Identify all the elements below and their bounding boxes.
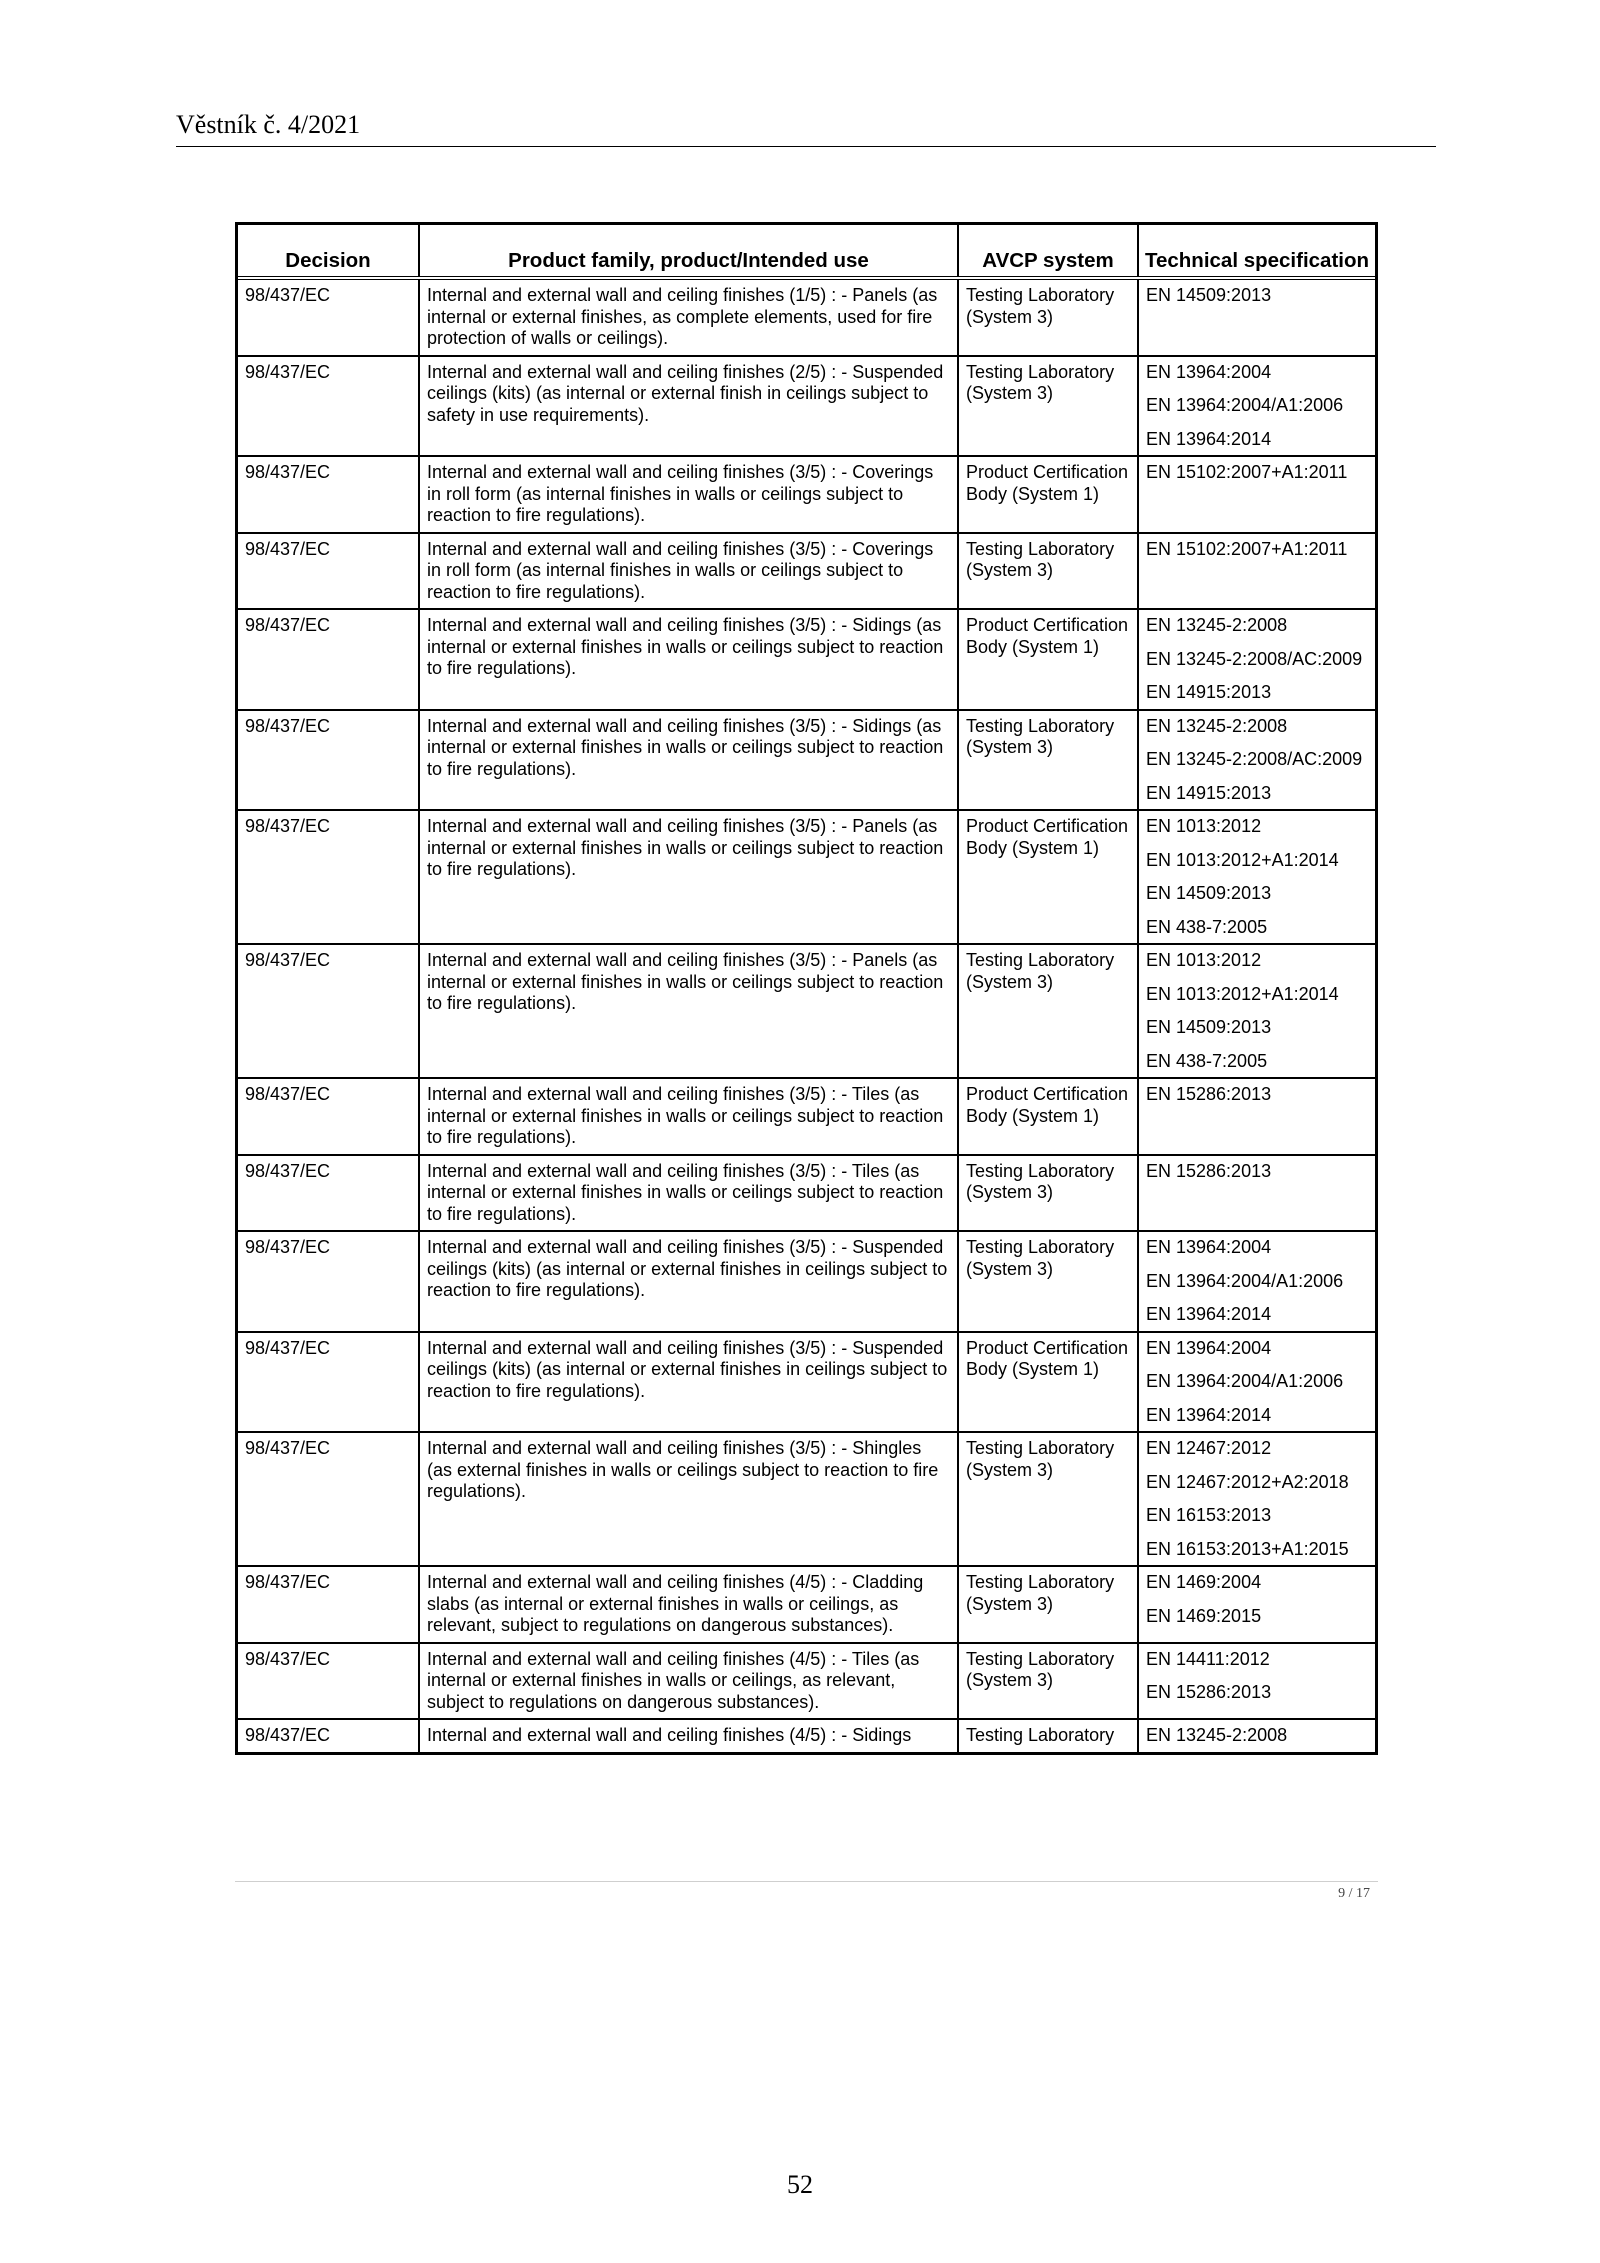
- avcp-cell: Product Certification Body (System 1): [958, 810, 1138, 944]
- product-cell: Internal and external wall and ceiling finishes (1/5) : - Panels (as internal or external finishes, as complete elements, used for fire protection of walls or ceilings).: [419, 278, 958, 356]
- table-row: [238, 1155, 1375, 1232]
- specification-entry: EN 15286:2013: [1146, 1084, 1272, 1104]
- specification-entry: EN 1013:2012: [1146, 950, 1262, 970]
- specification-cell: [1138, 1643, 1375, 1720]
- specification-entry: EN 13964:2014: [1146, 1304, 1272, 1324]
- avcp-cell: Testing Laboratory (System 3): [958, 1432, 1138, 1566]
- specification-entry: EN 13964:2004/A1:2006: [1146, 395, 1344, 415]
- specification-cell: [1138, 1719, 1375, 1752]
- specification-cell: [1138, 533, 1375, 610]
- decision-cell: 98/437/EC: [238, 609, 419, 710]
- product-cell: Internal and external wall and ceiling finishes (3/5) : - Tiles (as internal or external finishes in walls or ceilings subject to reaction to fire regulations).: [419, 1155, 958, 1232]
- specification-cell: [1138, 1566, 1375, 1643]
- decision-cell: 98/437/EC: [238, 278, 419, 356]
- product-cell: Internal and external wall and ceiling finishes (3/5) : - Coverings in roll form (as internal finishes in walls or ceilings subject to reaction to fire regulations).: [419, 533, 958, 610]
- product-cell: Internal and external wall and ceiling finishes (3/5) : - Sidings (as internal or external finishes in walls or ceilings subject to reaction to fire regulations).: [419, 609, 958, 710]
- specification-entry: EN 13245-2:2008: [1146, 715, 1288, 736]
- specification-entry: EN 13964:2004: [1146, 1237, 1272, 1257]
- product-cell: Internal and external wall and ceiling finishes (2/5) : - Suspended ceilings (kits) (as internal or external finish in ceilings subject to safety in use requirements).: [419, 356, 958, 457]
- page-ratio: 9 / 17: [1338, 1886, 1370, 1901]
- specification-entry: EN 13964:2014: [1146, 428, 1272, 449]
- specification-cell: [1138, 1155, 1375, 1232]
- avcp-cell: Product Certification Body (System 1): [958, 456, 1138, 533]
- table-row: [238, 710, 1375, 811]
- specification-entry: EN 14509:2013: [1146, 883, 1272, 903]
- product-cell: Internal and external wall and ceiling finishes (4/5) : - Cladding slabs (as internal or external finishes in walls or ceilings, as relevant, subject to regulations on dangerous substances).: [419, 1566, 958, 1643]
- running-header: Věstník č. 4/2021: [176, 110, 361, 139]
- specification-cell: [1138, 944, 1375, 1078]
- specification-entry: EN 1013:2012+A1:2014: [1146, 983, 1339, 1004]
- decision-cell: 98/437/EC: [238, 1078, 419, 1155]
- avcp-cell: Testing Laboratory (System 3): [958, 1155, 1138, 1232]
- avcp-cell: Testing Laboratory (System 3): [958, 1566, 1138, 1643]
- specification-entry: EN 1013:2012: [1146, 816, 1262, 836]
- column-header-avcp: AVCP system: [958, 225, 1138, 278]
- column-header-product: Product family, product/Intended use: [419, 225, 958, 278]
- avcp-cell: Testing Laboratory (System 3): [958, 944, 1138, 1078]
- specification-entry: EN 14509:2013: [1146, 1017, 1272, 1037]
- decision-cell: 98/437/EC: [238, 810, 419, 944]
- product-cell: Internal and external wall and ceiling finishes (3/5) : - Panels (as internal or external finishes in walls or ceilings subject to reaction to fire regulations).: [419, 944, 958, 1078]
- specification-cell: [1138, 710, 1375, 811]
- decision-cell: 98/437/EC: [238, 710, 419, 811]
- decision-cell: 98/437/EC: [238, 1432, 419, 1566]
- product-cell: Internal and external wall and ceiling finishes (3/5) : - Suspended ceilings (kits) (as internal or external finishes in ceilings subject to reaction to fire regulations).: [419, 1332, 958, 1433]
- specification-cell: [1138, 609, 1375, 710]
- specification-cell: [1138, 1078, 1375, 1155]
- specification-entry: EN 13964:2004/A1:2006: [1146, 1270, 1344, 1291]
- avcp-cell: Product Certification Body (System 1): [958, 1078, 1138, 1155]
- specification-entry: EN 12467:2012: [1146, 1438, 1272, 1458]
- table-body: [238, 278, 1375, 1752]
- specification-entry: EN 13245-2:2008/AC:2009: [1146, 749, 1363, 769]
- table-row: [238, 609, 1375, 710]
- specification-entry: EN 1469:2004: [1146, 1572, 1262, 1592]
- table-row: [238, 456, 1375, 533]
- product-cell: Internal and external wall and ceiling finishes (3/5) : - Coverings in roll form (as internal finishes in walls or ceilings subject to reaction to fire regulations).: [419, 456, 958, 533]
- specification-cell: [1138, 356, 1375, 457]
- table-row: [238, 533, 1375, 610]
- specification-entry: EN 13964:2004: [1146, 361, 1272, 382]
- table-header-row: [238, 225, 1375, 278]
- specification-entry: EN 14915:2013: [1146, 782, 1272, 803]
- table-row: [238, 278, 1375, 356]
- table-row: [238, 1432, 1375, 1566]
- specification-entry: EN 438-7:2005: [1146, 916, 1268, 937]
- specifications-table: [238, 225, 1375, 1752]
- product-cell: Internal and external wall and ceiling finishes (4/5) : - Sidings: [419, 1719, 958, 1752]
- product-cell: Internal and external wall and ceiling finishes (3/5) : - Suspended ceilings (kits) (as internal or external finishes in ceilings subject to reaction to fire regulations).: [419, 1231, 958, 1332]
- avcp-cell: Testing Laboratory (System 3): [958, 710, 1138, 811]
- table-row: [238, 1643, 1375, 1720]
- avcp-cell: Product Certification Body (System 1): [958, 1332, 1138, 1433]
- specification-cell: [1138, 1432, 1375, 1566]
- decision-cell: 98/437/EC: [238, 1566, 419, 1643]
- specification-entry: EN 14509:2013: [1146, 285, 1272, 305]
- avcp-cell: Product Certification Body (System 1): [958, 609, 1138, 710]
- specification-entry: EN 13964:2004/A1:2006: [1146, 1371, 1344, 1391]
- table-row: [238, 810, 1375, 944]
- specification-entry: EN 13964:2004: [1146, 1337, 1272, 1358]
- specification-entry: EN 14411:2012: [1146, 1648, 1270, 1669]
- product-cell: Internal and external wall and ceiling finishes (3/5) : - Tiles (as internal or external finishes in walls or ceilings subject to reaction to fire regulations).: [419, 1078, 958, 1155]
- specification-entry: EN 1469:2015: [1146, 1605, 1262, 1626]
- avcp-cell: Testing Laboratory (System 3): [958, 1231, 1138, 1332]
- table-row: [238, 1332, 1375, 1433]
- table-row: [238, 356, 1375, 457]
- page-number: 52: [787, 2170, 813, 2199]
- specification-entry: EN 12467:2012+A2:2018: [1146, 1471, 1349, 1492]
- avcp-cell: Testing Laboratory (System 3): [958, 533, 1138, 610]
- decision-cell: 98/437/EC: [238, 1155, 419, 1232]
- table-row: [238, 1078, 1375, 1155]
- table-row: [238, 1566, 1375, 1643]
- footer-rule: [235, 1881, 1378, 1882]
- product-cell: Internal and external wall and ceiling finishes (3/5) : - Sidings (as internal or external finishes in walls or ceilings subject to reaction to fire regulations).: [419, 710, 958, 811]
- specification-entry: EN 15102:2007+A1:2011: [1146, 538, 1348, 559]
- specification-cell: [1138, 456, 1375, 533]
- product-cell: Internal and external wall and ceiling finishes (3/5) : - Panels (as internal or external finishes in walls or ceilings subject to reaction to fire regulations).: [419, 810, 958, 944]
- specifications-table-frame: [235, 222, 1378, 1755]
- specification-entry: EN 438-7:2005: [1146, 1050, 1268, 1071]
- specification-entry: EN 13245-2:2008: [1146, 1725, 1288, 1745]
- specification-entry: EN 15286:2013: [1146, 1160, 1272, 1181]
- decision-cell: 98/437/EC: [238, 356, 419, 457]
- avcp-cell: Testing Laboratory (System 3): [958, 356, 1138, 457]
- decision-cell: 98/437/EC: [238, 1719, 419, 1752]
- specification-cell: [1138, 810, 1375, 944]
- specification-entry: EN 14915:2013: [1146, 682, 1272, 702]
- avcp-cell: Testing Laboratory (System 3): [958, 278, 1138, 356]
- decision-cell: 98/437/EC: [238, 533, 419, 610]
- column-header-specification: Technical specification: [1138, 225, 1375, 278]
- header-rule: [176, 146, 1436, 147]
- decision-cell: 98/437/EC: [238, 1332, 419, 1433]
- specification-cell: [1138, 1231, 1375, 1332]
- table-row: [238, 1719, 1375, 1752]
- avcp-cell: Testing Laboratory (System 3): [958, 1643, 1138, 1720]
- specification-cell: [1138, 278, 1375, 356]
- decision-cell: 98/437/EC: [238, 1231, 419, 1332]
- specification-cell: [1138, 1332, 1375, 1433]
- decision-cell: 98/437/EC: [238, 944, 419, 1078]
- table-row: [238, 944, 1375, 1078]
- product-cell: Internal and external wall and ceiling finishes (4/5) : - Tiles (as internal or external finishes in walls or ceilings, as relevant, subject to regulations on dangerous substances).: [419, 1643, 958, 1720]
- specification-entry: EN 15286:2013: [1146, 1682, 1272, 1702]
- specification-entry: EN 13245-2:2008: [1146, 615, 1288, 635]
- specification-entry: EN 13245-2:2008/AC:2009: [1146, 648, 1363, 669]
- specification-entry: EN 13964:2014: [1146, 1404, 1272, 1425]
- specification-entry: EN 15102:2007+A1:2011: [1146, 462, 1348, 482]
- specification-entry: EN 16153:2013: [1146, 1505, 1272, 1525]
- column-header-decision: Decision: [238, 225, 419, 278]
- product-cell: Internal and external wall and ceiling finishes (3/5) : - Shingles (as external finishes in walls or ceilings subject to reaction to fire regulations).: [419, 1432, 958, 1566]
- specification-entry: EN 16153:2013+A1:2015: [1146, 1538, 1349, 1559]
- avcp-cell: Testing Laboratory: [958, 1719, 1138, 1752]
- table-row: [238, 1231, 1375, 1332]
- decision-cell: 98/437/EC: [238, 1643, 419, 1720]
- specification-entry: EN 1013:2012+A1:2014: [1146, 849, 1339, 870]
- decision-cell: 98/437/EC: [238, 456, 419, 533]
